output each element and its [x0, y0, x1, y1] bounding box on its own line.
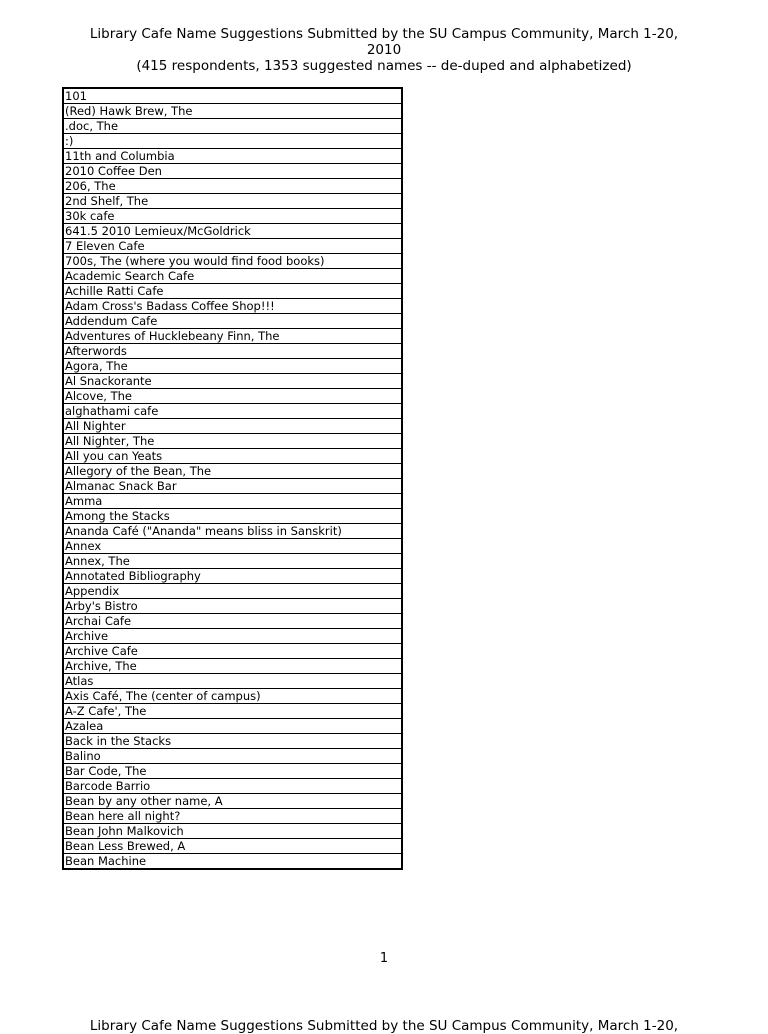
name-cell: Adam Cross's Badass Coffee Shop!!!: [63, 299, 402, 314]
name-cell: Bean here all night?: [63, 809, 402, 824]
table-row: [63, 479, 402, 494]
name-cell: Addendum Cafe: [63, 314, 402, 329]
table-row: [63, 434, 402, 449]
name-cell: Bean John Malkovich: [63, 824, 402, 839]
table-row: [63, 374, 402, 389]
name-cell: A-Z Cafe', The: [63, 704, 402, 719]
title-line-2: 2010: [366, 42, 402, 58]
name-cell: :): [63, 134, 402, 149]
table-row: [63, 389, 402, 404]
table-row: [63, 824, 402, 839]
name-cell: 206, The: [63, 179, 402, 194]
table-row: [63, 674, 402, 689]
name-cell: Annotated Bibliography: [63, 569, 402, 584]
table-row: [63, 344, 402, 359]
name-cell: Archive Cafe: [63, 644, 402, 659]
title-line-1: Library Cafe Name Suggestions Submitted by the SU Campus Community, March 1-20,: [89, 26, 679, 42]
name-cell: Amma: [63, 494, 402, 509]
name-cell: Alcove, The: [63, 389, 402, 404]
table-row: [63, 494, 402, 509]
table-row: [63, 119, 402, 134]
table-row: [63, 719, 402, 734]
table-row: [63, 284, 402, 299]
table-row: [63, 854, 402, 870]
table-row: [63, 524, 402, 539]
table-row: [63, 404, 402, 419]
name-cell: Axis Café, The (center of campus): [63, 689, 402, 704]
table-row: [63, 209, 402, 224]
name-cell: .doc, The: [63, 119, 402, 134]
table-row: [63, 629, 402, 644]
name-cell: Agora, The: [63, 359, 402, 374]
table-row: [63, 149, 402, 164]
table-row: [63, 614, 402, 629]
name-cell: 641.5 2010 Lemieux/McGoldrick: [63, 224, 402, 239]
name-cell: 700s, The (where you would find food books): [63, 254, 402, 269]
table-row: [63, 224, 402, 239]
name-cell: Appendix: [63, 584, 402, 599]
table-row: [63, 809, 402, 824]
table-row: [63, 419, 402, 434]
table-row: [63, 599, 402, 614]
name-cell: Barcode Barrio: [63, 779, 402, 794]
table-row: [63, 359, 402, 374]
name-cell: Ananda Café ("Ananda" means bliss in Sanskrit): [63, 524, 402, 539]
table-row: [63, 704, 402, 719]
name-cell: Balino: [63, 749, 402, 764]
page-title: [70, 26, 698, 74]
table-row: [63, 659, 402, 674]
name-cell: Bar Code, The: [63, 764, 402, 779]
name-cell: 101: [63, 88, 402, 104]
name-cell: 11th and Columbia: [63, 149, 402, 164]
table-row: [63, 88, 402, 104]
table-row: [63, 509, 402, 524]
name-cell: Academic Search Cafe: [63, 269, 402, 284]
table-row: [63, 554, 402, 569]
name-cell: (Red) Hawk Brew, The: [63, 104, 402, 119]
page-number: 1: [379, 951, 389, 966]
name-cell: Arby's Bistro: [63, 599, 402, 614]
table-row: [63, 794, 402, 809]
name-cell: 2nd Shelf, The: [63, 194, 402, 209]
table-row: [63, 269, 402, 284]
name-cell: alghathami cafe: [63, 404, 402, 419]
table-row: [63, 734, 402, 749]
table-row: [63, 239, 402, 254]
name-cell: Atlas: [63, 674, 402, 689]
table-row: [63, 329, 402, 344]
name-cell: Among the Stacks: [63, 509, 402, 524]
name-cell: Al Snackorante: [63, 374, 402, 389]
table-row: [63, 194, 402, 209]
table-row: [63, 749, 402, 764]
name-cell: All Nighter, The: [63, 434, 402, 449]
table-row: [63, 104, 402, 119]
table-row: [63, 779, 402, 794]
table-row: [63, 464, 402, 479]
name-cell: Archai Cafe: [63, 614, 402, 629]
name-suggestions-table: [62, 87, 403, 870]
name-cell: Annex, The: [63, 554, 402, 569]
table-row: [63, 164, 402, 179]
name-cell: Bean by any other name, A: [63, 794, 402, 809]
table-row: [63, 839, 402, 854]
table-row: [63, 449, 402, 464]
name-cell: Allegory of the Bean, The: [63, 464, 402, 479]
table-row: [63, 299, 402, 314]
name-cell: Achille Ratti Cafe: [63, 284, 402, 299]
table-row: [63, 584, 402, 599]
table-row: [63, 689, 402, 704]
table-row: [63, 764, 402, 779]
table-row: [63, 134, 402, 149]
table-row: [63, 314, 402, 329]
table-row: [63, 569, 402, 584]
name-cell: Archive, The: [63, 659, 402, 674]
table-row: [63, 644, 402, 659]
name-cell: All Nighter: [63, 419, 402, 434]
subtitle: (415 respondents, 1353 suggested names -- de-duped and alphabetized): [136, 58, 632, 74]
name-cell: 30k cafe: [63, 209, 402, 224]
name-cell: Bean Machine: [63, 854, 402, 870]
name-cell: Annex: [63, 539, 402, 554]
name-cell: Afterwords: [63, 344, 402, 359]
name-cell: Back in the Stacks: [63, 734, 402, 749]
name-cell: Archive: [63, 629, 402, 644]
table-row: [63, 539, 402, 554]
next-page-header: Library Cafe Name Suggestions Submitted by the SU Campus Community, March 1-20,: [89, 1018, 679, 1034]
table-row: [63, 254, 402, 269]
name-cell: Azalea: [63, 719, 402, 734]
name-cell: 7 Eleven Cafe: [63, 239, 402, 254]
table-row: [63, 179, 402, 194]
name-cell: Almanac Snack Bar: [63, 479, 402, 494]
name-cell: Bean Less Brewed, A: [63, 839, 402, 854]
name-cell: 2010 Coffee Den: [63, 164, 402, 179]
name-cell: All you can Yeats: [63, 449, 402, 464]
name-cell: Adventures of Hucklebeany Finn, The: [63, 329, 402, 344]
